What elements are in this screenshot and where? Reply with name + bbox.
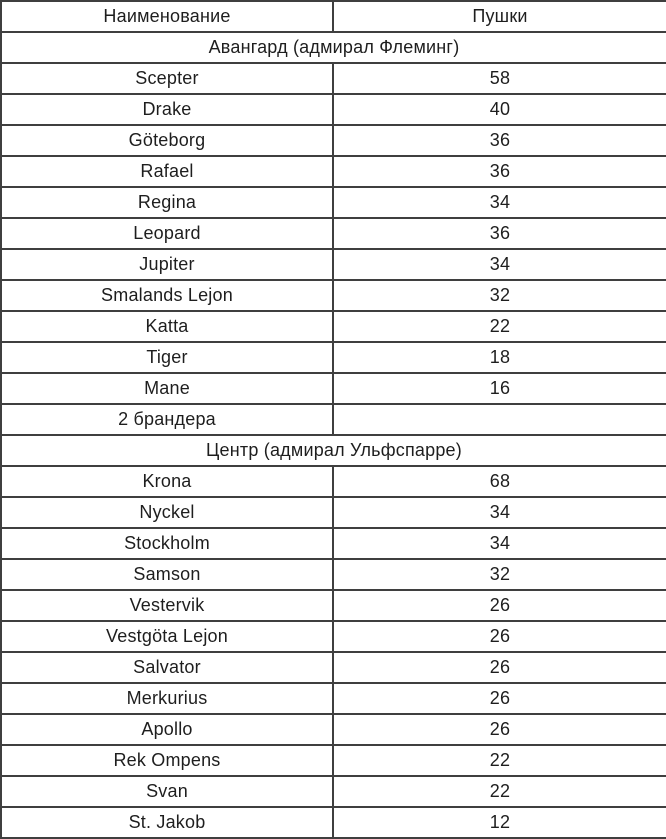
ship-name-cell: Göteborg bbox=[1, 125, 333, 156]
guns-cell: 16 bbox=[333, 373, 666, 404]
table-row bbox=[1, 94, 666, 125]
table-row bbox=[1, 280, 666, 311]
guns-cell: 26 bbox=[333, 714, 666, 745]
ship-name-cell: Scepter bbox=[1, 63, 333, 94]
ship-name-cell: Katta bbox=[1, 311, 333, 342]
table-row bbox=[1, 714, 666, 745]
guns-cell: 34 bbox=[333, 187, 666, 218]
table-row bbox=[1, 156, 666, 187]
ship-name-cell: Krona bbox=[1, 466, 333, 497]
table-row bbox=[1, 404, 666, 435]
table-row bbox=[1, 559, 666, 590]
ship-name-cell: St. Jakob bbox=[1, 807, 333, 838]
ship-name-cell: 2 брандера bbox=[1, 404, 333, 435]
ship-name-cell: Svan bbox=[1, 776, 333, 807]
guns-cell: 22 bbox=[333, 776, 666, 807]
ship-name-cell: Apollo bbox=[1, 714, 333, 745]
section-row-center bbox=[1, 435, 666, 466]
table-row bbox=[1, 683, 666, 714]
table-row bbox=[1, 745, 666, 776]
column-header-guns: Пушки bbox=[333, 1, 666, 32]
ship-name-cell: Regina bbox=[1, 187, 333, 218]
guns-cell: 40 bbox=[333, 94, 666, 125]
ship-name-cell: Vestervik bbox=[1, 590, 333, 621]
guns-cell: 34 bbox=[333, 497, 666, 528]
guns-cell: 26 bbox=[333, 590, 666, 621]
ship-name-cell: Samson bbox=[1, 559, 333, 590]
table-row bbox=[1, 373, 666, 404]
guns-cell: 58 bbox=[333, 63, 666, 94]
section-row-vanguard bbox=[1, 32, 666, 63]
table-row bbox=[1, 218, 666, 249]
table-row bbox=[1, 187, 666, 218]
section-title: Авангард (адмирал Флеминг) bbox=[1, 32, 666, 63]
table-row bbox=[1, 311, 666, 342]
ship-name-cell: Drake bbox=[1, 94, 333, 125]
table-row bbox=[1, 125, 666, 156]
ship-name-cell: Vestgöta Lejon bbox=[1, 621, 333, 652]
table-row bbox=[1, 528, 666, 559]
guns-cell: 12 bbox=[333, 807, 666, 838]
ship-name-cell: Rek Ompens bbox=[1, 745, 333, 776]
ship-name-cell: Smalands Lejon bbox=[1, 280, 333, 311]
column-header-name: Наименование bbox=[1, 1, 333, 32]
table-row bbox=[1, 807, 666, 838]
table-row bbox=[1, 249, 666, 280]
guns-cell: 22 bbox=[333, 745, 666, 776]
ship-name-cell: Tiger bbox=[1, 342, 333, 373]
table-row bbox=[1, 63, 666, 94]
ship-name-cell: Stockholm bbox=[1, 528, 333, 559]
table-row bbox=[1, 621, 666, 652]
guns-cell: 34 bbox=[333, 249, 666, 280]
guns-cell: 68 bbox=[333, 466, 666, 497]
table-row bbox=[1, 776, 666, 807]
guns-cell: 26 bbox=[333, 652, 666, 683]
guns-cell: 18 bbox=[333, 342, 666, 373]
guns-cell: 22 bbox=[333, 311, 666, 342]
guns-cell: 32 bbox=[333, 280, 666, 311]
guns-cell: 26 bbox=[333, 621, 666, 652]
header-row bbox=[1, 1, 666, 32]
table-row bbox=[1, 466, 666, 497]
ship-name-cell: Salvator bbox=[1, 652, 333, 683]
ship-name-cell: Merkurius bbox=[1, 683, 333, 714]
table-row bbox=[1, 652, 666, 683]
guns-cell: 26 bbox=[333, 683, 666, 714]
ship-name-cell: Mane bbox=[1, 373, 333, 404]
ship-name-cell: Leopard bbox=[1, 218, 333, 249]
ship-name-cell: Rafael bbox=[1, 156, 333, 187]
ship-name-cell: Nyckel bbox=[1, 497, 333, 528]
table-row bbox=[1, 590, 666, 621]
table-row bbox=[1, 342, 666, 373]
section-title: Центр (адмирал Ульфспарре) bbox=[1, 435, 666, 466]
guns-cell: 34 bbox=[333, 528, 666, 559]
guns-cell: 32 bbox=[333, 559, 666, 590]
guns-cell: 36 bbox=[333, 156, 666, 187]
table-row bbox=[1, 497, 666, 528]
ship-name-cell: Jupiter bbox=[1, 249, 333, 280]
guns-cell: 36 bbox=[333, 125, 666, 156]
guns-cell: 36 bbox=[333, 218, 666, 249]
guns-cell bbox=[333, 404, 666, 435]
